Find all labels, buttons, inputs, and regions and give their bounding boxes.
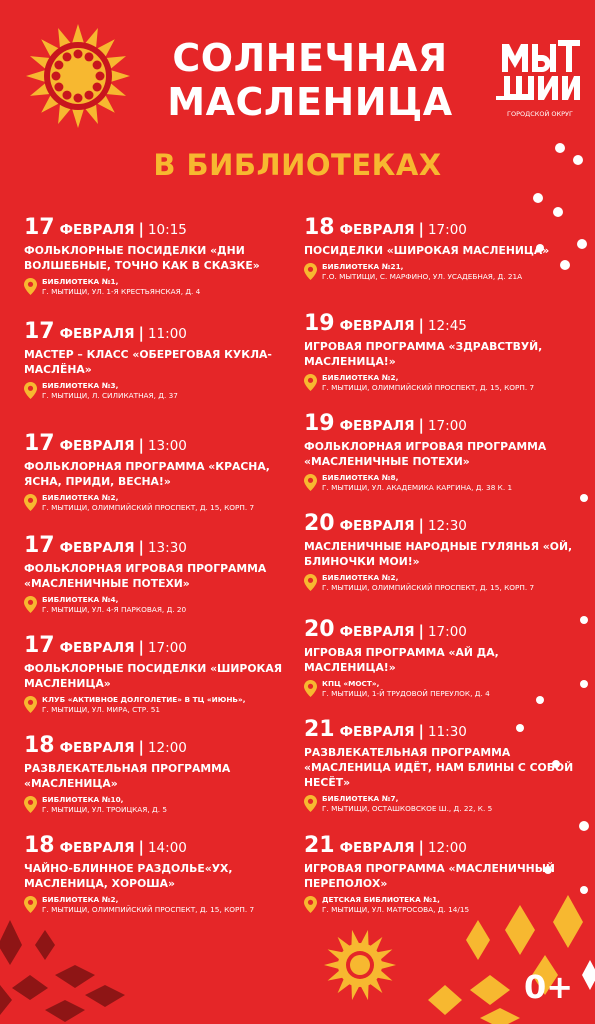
event-title: ЧАЙНО-БЛИННОЕ РАЗДОЛЬЕ«УХ, МАСЛЕНИЦА, ХОРОША» — [24, 862, 233, 890]
event-venue — [24, 695, 299, 714]
event-day: 19 — [304, 311, 335, 336]
venue-address: Г. МЫТИЩИ, УЛ. МАТРОСОВА, Д. 14/15 — [322, 904, 470, 914]
event-venue — [304, 679, 579, 698]
venue-address: Г. МЫТИЩИ, Л. СИЛИКАТНАЯ, Д. 37 — [42, 390, 178, 400]
event-date — [24, 632, 299, 659]
event-month: ФЕВРАЛЯ — [339, 840, 415, 856]
event-time: 10:15 — [147, 222, 187, 238]
venue-name: БИБЛИОТЕКА №4, — [42, 595, 119, 604]
separator: | — [418, 722, 424, 740]
venue-name: БИБЛИОТЕКА №21, — [322, 262, 404, 271]
event-item — [304, 310, 579, 392]
location-pin-icon — [24, 896, 37, 913]
logo-caption: ГОРОДСКОЙ ОКРУГ — [507, 110, 573, 118]
event-item — [304, 616, 579, 698]
venue-name: БИБЛИОТЕКА №2, — [42, 493, 119, 502]
venue-name: БИБЛИОТЕКА №2, — [42, 895, 119, 904]
event-venue — [24, 595, 299, 614]
location-pin-icon — [304, 474, 317, 491]
event-time: 12:45 — [427, 318, 467, 334]
event-title: ИГРОВАЯ ПРОГРАММА «АЙ ДА, МАСЛЕНИЦА!» — [304, 646, 499, 674]
event-time: 11:00 — [147, 326, 187, 342]
sun-ornament-icon — [324, 930, 396, 1000]
event-day: 17 — [24, 431, 55, 456]
page-title — [140, 36, 480, 124]
event-time: 12:00 — [147, 740, 187, 756]
event-title: ФОЛЬКЛОРНАЯ ИГРОВАЯ ПРОГРАММА «МАСЛЕНИЧНЫЕ ПОТЕХИ» — [304, 440, 547, 468]
event-venue — [304, 895, 579, 914]
event-day: 17 — [24, 533, 55, 558]
separator: | — [418, 622, 424, 640]
event-month: ФЕВРАЛЯ — [339, 624, 415, 640]
event-date — [304, 616, 579, 643]
venue-address: Г. МЫТИЩИ, УЛ. ТРОИЦКАЯ, Д. 5 — [42, 804, 167, 814]
venue-address: Г. МЫТИЩИ, ОЛИМПИЙСКИЙ ПРОСПЕКТ, Д. 15, КОРП. 7 — [322, 382, 535, 392]
location-pin-icon — [24, 382, 37, 399]
event-month: ФЕВРАЛЯ — [339, 418, 415, 434]
event-day: 19 — [304, 411, 335, 436]
sun-ornament-icon — [26, 24, 130, 128]
venue-name: КЛУБ «АКТИВНОЕ ДОЛГОЛЕТИЕ» В ТЦ «ИЮНЬ», — [42, 695, 246, 704]
event-item — [304, 716, 579, 813]
location-pin-icon — [24, 696, 37, 713]
event-time: 17:00 — [147, 640, 187, 656]
event-time: 12:00 — [427, 840, 467, 856]
event-date — [24, 318, 299, 345]
separator: | — [138, 324, 144, 342]
event-title: РАЗВЛЕКАТЕЛЬНАЯ ПРОГРАММА «МАСЛЕНИЦА ИДЁТ, НАМ БЛИНЫ С СОБОЙ НЕСЁТ» — [304, 746, 574, 789]
event-day: 17 — [24, 319, 55, 344]
event-item — [24, 732, 299, 814]
event-day: 17 — [24, 215, 55, 240]
event-item — [304, 832, 579, 914]
mytishchi-logo-icon — [494, 36, 586, 108]
event-month: ФЕВРАЛЯ — [339, 518, 415, 534]
location-pin-icon — [24, 494, 37, 511]
event-item — [24, 632, 299, 714]
event-day: 18 — [24, 733, 55, 758]
separator: | — [138, 436, 144, 454]
event-title: РАЗВЛЕКАТЕЛЬНАЯ ПРОГРАММА «МАСЛЕНИЦА» — [24, 762, 231, 790]
event-month: ФЕВРАЛЯ — [339, 318, 415, 334]
venue-address: Г. МЫТИЩИ, ОСТАШКОВСКОЕ Ш., Д. 22, К. 5 — [322, 803, 493, 813]
event-title: ИГРОВАЯ ПРОГРАММА «ЗДРАВСТВУЙ, МАСЛЕНИЦА!» — [304, 340, 543, 368]
subtitle: В БИБЛИОТЕКАХ — [153, 148, 442, 182]
venue-name: БИБЛИОТЕКА №10, — [42, 795, 124, 804]
age-rating-badge: 0+ — [524, 968, 574, 1006]
event-time: 17:00 — [427, 624, 467, 640]
separator: | — [138, 738, 144, 756]
venue-address: Г. МЫТИЩИ, 1-Й ТРУДОВОЙ ПЕРЕУЛОК, Д. 4 — [322, 688, 490, 698]
event-date — [24, 430, 299, 457]
event-date — [24, 532, 299, 559]
separator: | — [418, 838, 424, 856]
diamond-ornament-icon — [0, 920, 125, 1022]
event-time: 12:30 — [427, 518, 467, 534]
venue-name: БИБЛИОТЕКА №2, — [322, 573, 399, 582]
venue-address: Г. МЫТИЩИ, УЛ. 1-Я КРЕСТЬЯНСКАЯ, Д. 4 — [42, 286, 201, 296]
event-venue — [304, 373, 579, 392]
event-month: ФЕВРАЛЯ — [59, 740, 135, 756]
venue-address: Г. МЫТИЩИ, ОЛИМПИЙСКИЙ ПРОСПЕКТ, Д. 15, КОРП. 7 — [42, 904, 255, 914]
event-time: 11:30 — [427, 724, 467, 740]
event-venue — [304, 262, 579, 281]
location-pin-icon — [304, 574, 317, 591]
separator: | — [418, 316, 424, 334]
event-title: ФОЛЬКЛОРНЫЕ ПОСИДЕЛКИ «ШИРОКАЯ МАСЛЕНИЦА» — [24, 662, 283, 690]
venue-name: ДЕТСКАЯ БИБЛИОТЕКА №1, — [322, 895, 440, 904]
venue-address: Г. МЫТИЩИ, ОЛИМПИЙСКИЙ ПРОСПЕКТ, Д. 15, КОРП. 7 — [42, 502, 255, 512]
separator: | — [138, 638, 144, 656]
title-line-1: СОЛНЕЧНАЯ — [172, 36, 448, 80]
event-title: МАСЛЕНИЧНЫЕ НАРОДНЫЕ ГУЛЯНЬЯ «ОЙ, БЛИНОЧКИ МОИ!» — [304, 540, 573, 568]
event-item — [24, 832, 299, 914]
separator: | — [418, 416, 424, 434]
event-item — [304, 510, 579, 592]
event-time: 13:30 — [147, 540, 187, 556]
separator: | — [138, 838, 144, 856]
event-title: ФОЛЬКЛОРНАЯ ИГРОВАЯ ПРОГРАММА «МАСЛЕНИЧНЫЕ ПОТЕХИ» — [24, 562, 267, 590]
event-date — [304, 510, 579, 537]
event-venue — [24, 795, 299, 814]
venue-name: БИБЛИОТЕКА №3, — [42, 381, 119, 390]
location-pin-icon — [304, 896, 317, 913]
venue-name: БИБЛИОТЕКА №2, — [322, 373, 399, 382]
separator: | — [418, 516, 424, 534]
separator: | — [418, 220, 424, 238]
event-day: 20 — [304, 617, 335, 642]
event-time: 17:00 — [427, 418, 467, 434]
event-item — [304, 214, 579, 281]
venue-address: Г. МЫТИЩИ, УЛ. АКАДЕМИКА КАРГИНА, Д. 38 К. 1 — [322, 482, 513, 492]
event-date — [304, 832, 579, 859]
event-date — [24, 732, 299, 759]
venue-name: БИБЛИОТЕКА №1, — [42, 277, 119, 286]
event-month: ФЕВРАЛЯ — [59, 438, 135, 454]
event-venue — [24, 381, 299, 400]
event-title: ИГРОВАЯ ПРОГРАММА «МАСЛЕНИЧНЫЙ ПЕРЕПОЛОХ» — [304, 862, 555, 890]
event-month: ФЕВРАЛЯ — [59, 640, 135, 656]
event-date — [304, 214, 579, 241]
diamond-ornament-icon — [582, 960, 595, 990]
event-item — [24, 430, 299, 512]
location-pin-icon — [24, 596, 37, 613]
event-venue — [304, 794, 579, 813]
event-venue — [24, 895, 299, 914]
event-day: 18 — [24, 833, 55, 858]
event-date — [304, 310, 579, 337]
separator: | — [138, 538, 144, 556]
event-time: 14:00 — [147, 840, 187, 856]
venue-name: БИБЛИОТЕКА №8, — [322, 473, 399, 482]
location-pin-icon — [304, 795, 317, 812]
event-month: ФЕВРАЛЯ — [59, 540, 135, 556]
event-title: МАСТЕР – КЛАСС «ОБЕРЕГОВАЯ КУКЛА-МАСЛЁНА» — [24, 348, 272, 376]
event-time: 17:00 — [427, 222, 467, 238]
event-title: ФОЛЬКЛОРНАЯ ПРОГРАММА «КРАСНА, ЯСНА, ПРИДИ, ВЕСНА!» — [24, 460, 270, 488]
city-logo — [494, 36, 586, 126]
event-day: 18 — [304, 215, 335, 240]
venue-address: Г. МЫТИЩИ, УЛ. МИРА, СТР. 51 — [42, 704, 161, 714]
location-pin-icon — [304, 263, 317, 280]
event-time: 13:00 — [147, 438, 187, 454]
venue-name: КПЦ «МОСТ», — [322, 679, 380, 688]
event-title: ПОСИДЕЛКИ «ШИРОКАЯ МАСЛЕНИЦА» — [304, 244, 550, 257]
event-date — [24, 214, 299, 241]
event-month: ФЕВРАЛЯ — [59, 326, 135, 342]
event-month: ФЕВРАЛЯ — [59, 222, 135, 238]
separator: | — [138, 220, 144, 238]
event-title: ФОЛЬКЛОРНЫЕ ПОСИДЕЛКИ «ДНИ ВОЛШЕБНЫЕ, ТОЧНО КАК В СКАЗКЕ» — [24, 244, 260, 272]
event-item — [24, 532, 299, 614]
event-month: ФЕВРАЛЯ — [59, 840, 135, 856]
event-venue — [304, 573, 579, 592]
event-item — [304, 410, 579, 492]
event-venue — [24, 277, 299, 296]
event-month: ФЕВРАЛЯ — [339, 724, 415, 740]
venue-name: БИБЛИОТЕКА №7, — [322, 794, 399, 803]
event-venue — [304, 473, 579, 492]
location-pin-icon — [24, 278, 37, 295]
title-line-2: МАСЛЕНИЦА — [167, 80, 453, 124]
location-pin-icon — [304, 680, 317, 697]
event-venue — [24, 493, 299, 512]
event-month: ФЕВРАЛЯ — [339, 222, 415, 238]
venue-address: Г. МЫТИЩИ, ОЛИМПИЙСКИЙ ПРОСПЕКТ, Д. 15, КОРП. 7 — [322, 582, 535, 592]
location-pin-icon — [24, 796, 37, 813]
event-date — [304, 410, 579, 437]
event-day: 20 — [304, 511, 335, 536]
event-day: 21 — [304, 833, 335, 858]
event-day: 17 — [24, 633, 55, 658]
venue-address: Г.О. МЫТИЩИ, С. МАРФИНО, УЛ. УСАДЕБНАЯ, Д. 21А — [322, 271, 523, 281]
event-item — [24, 214, 299, 296]
venue-address: Г. МЫТИЩИ, УЛ. 4-Я ПАРКОВАЯ, Д. 20 — [42, 604, 187, 614]
event-date — [304, 716, 579, 743]
event-day: 21 — [304, 717, 335, 742]
event-item — [24, 318, 299, 400]
location-pin-icon — [304, 374, 317, 391]
event-date — [24, 832, 299, 859]
